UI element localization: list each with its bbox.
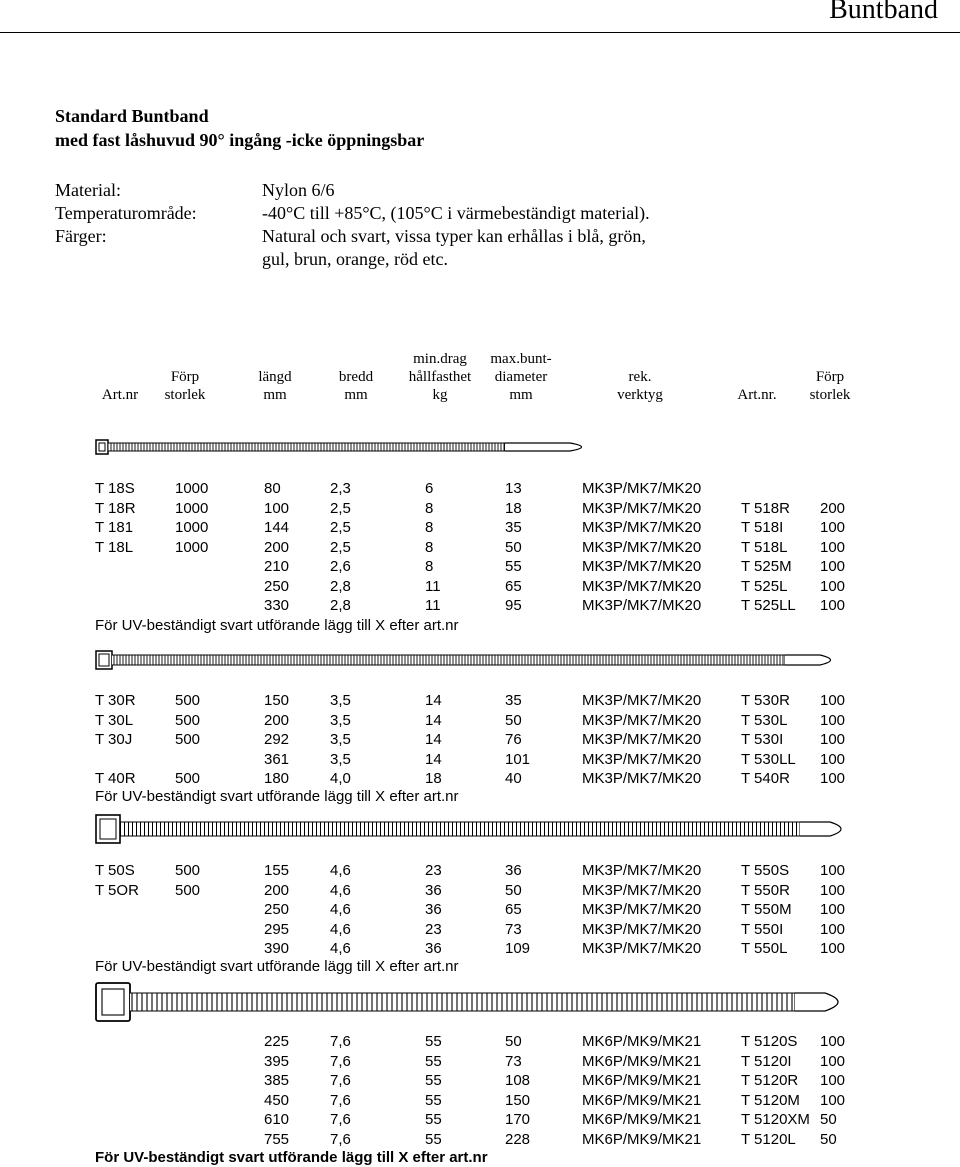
product-table-1: [0, 480, 960, 617]
cell-tool: MK3P/MK7/MK20: [582, 750, 702, 768]
cell-art-nr-2: T 550R: [741, 881, 790, 899]
cell-tool: MK3P/MK7/MK20: [582, 519, 702, 536]
cell-pack-size-2: 100: [820, 1052, 846, 1070]
cell-tensile-strength: 14: [425, 731, 442, 748]
cell-art-nr-2: T 5120L: [741, 1130, 796, 1148]
cell-tool: MK3P/MK7/MK20: [582, 711, 702, 729]
cell-pack-size-2: 100: [820, 597, 846, 614]
cell-bundle-diameter: 108: [505, 1072, 531, 1089]
table-row: [0, 751, 960, 771]
col-header-diameter-3: mm: [509, 387, 533, 403]
cell-tool: MK3P/MK7/MK20: [582, 692, 702, 709]
cell-tool: MK3P/MK7/MK20: [582, 881, 702, 899]
cell-tool: MK3P/MK7/MK20: [582, 770, 702, 787]
cell-width: 4,6: [330, 901, 351, 918]
cell-width: 4,6: [330, 862, 351, 879]
cell-pack-size: 500: [175, 711, 201, 729]
cell-pack-size: 500: [175, 862, 201, 879]
cell-tensile-strength: 23: [425, 920, 442, 938]
cell-tool: MK3P/MK7/MK20: [582, 577, 702, 595]
cell-tensile-strength: 36: [425, 901, 442, 918]
cell-length: 390: [264, 940, 290, 957]
table-row: [0, 1111, 960, 1131]
cell-tool: MK6P/MK9/MK21: [582, 1072, 702, 1089]
cell-length: 755: [264, 1130, 290, 1148]
cell-bundle-diameter: 55: [505, 558, 522, 575]
cell-width: 7,6: [330, 1111, 351, 1128]
table-row: [0, 692, 960, 712]
cell-art-nr: T 181: [95, 519, 134, 536]
cell-tensile-strength: 36: [425, 881, 442, 899]
table-row: [0, 480, 960, 500]
cell-art-nr: T 18R: [95, 499, 136, 517]
table-row: [0, 862, 960, 882]
cell-length: 200: [264, 881, 290, 899]
col-header-tool-2: verktyg: [617, 387, 663, 403]
col-header-diameter-1: max.bunt-: [490, 351, 552, 367]
cell-tensile-strength: 8: [425, 558, 434, 575]
cell-width: 3,5: [330, 692, 351, 709]
cell-width: 2,8: [330, 597, 351, 614]
cell-tool: MK6P/MK9/MK21: [582, 1130, 702, 1148]
cell-bundle-diameter: 50: [505, 1033, 522, 1050]
cell-length: 395: [264, 1052, 290, 1070]
col-header-diameter-2: diameter: [494, 369, 548, 385]
cell-length: 144: [264, 519, 290, 536]
cell-width: 3,5: [330, 711, 351, 729]
cell-length: 361: [264, 750, 290, 768]
col-header-art-2: Art.nr.: [737, 387, 777, 403]
cell-width: 4,0: [330, 770, 351, 787]
cell-tensile-strength: 55: [425, 1033, 442, 1050]
cell-tool: MK6P/MK9/MK21: [582, 1091, 702, 1109]
cell-width: 3,5: [330, 731, 351, 748]
cell-tool: MK3P/MK7/MK20: [582, 558, 702, 575]
cell-pack-size-2: 100: [820, 862, 846, 879]
cell-tool: MK3P/MK7/MK20: [582, 940, 702, 957]
cell-tool: MK6P/MK9/MK21: [582, 1111, 702, 1128]
col-header-force-2: hållfasthet: [408, 369, 472, 385]
cell-length: 200: [264, 538, 290, 556]
cell-pack-size-2: 50: [820, 1130, 837, 1148]
table-row: [0, 712, 960, 732]
cell-pack-size-2: 100: [820, 519, 846, 536]
cell-art-nr-2: T 5120S: [741, 1033, 798, 1050]
cell-pack-size-2: 100: [820, 770, 846, 787]
cell-length: 200: [264, 711, 290, 729]
table-row: [0, 1131, 960, 1151]
cell-art-nr-2: T 525L: [741, 577, 788, 595]
table-row: [0, 597, 960, 617]
cell-length: 385: [264, 1072, 290, 1089]
col-header-pack2-1: Förp: [815, 369, 845, 385]
product-table-2: [0, 692, 960, 790]
table-row: [0, 1033, 960, 1053]
heading-line-2: med fast låshuvud 90° ingång -icke öppningsbar: [55, 130, 425, 150]
col-header-force-1: min.drag: [413, 351, 467, 367]
table-row: [0, 1092, 960, 1112]
cable-tie-small-illustration: [95, 436, 595, 458]
title-divider: [0, 32, 960, 33]
cell-length: 450: [264, 1091, 290, 1109]
cell-tensile-strength: 14: [425, 750, 442, 768]
cell-tool: MK6P/MK9/MK21: [582, 1033, 702, 1050]
cell-art-nr: T 30R: [95, 692, 136, 709]
cell-art-nr-2: T 5120I: [741, 1052, 792, 1070]
col-header-tool-1: rek.: [628, 369, 652, 385]
cell-pack-size-2: 100: [820, 711, 846, 729]
cell-tensile-strength: 6: [425, 480, 434, 497]
cell-tensile-strength: 55: [425, 1072, 442, 1089]
cell-pack-size-2: 200: [820, 499, 846, 517]
cell-bundle-diameter: 50: [505, 711, 522, 729]
page-title: Buntband: [829, 0, 938, 25]
cell-tool: MK3P/MK7/MK20: [582, 901, 702, 918]
cell-tensile-strength: 18: [425, 770, 442, 787]
cell-art-nr-2: T 525LL: [741, 597, 796, 614]
cell-pack-size: 500: [175, 731, 201, 748]
cell-pack-size-2: 50: [820, 1111, 837, 1128]
cell-width: 2,5: [330, 538, 351, 556]
cell-width: 7,6: [330, 1130, 351, 1148]
temperature-label: Temperaturområde:: [55, 203, 197, 223]
cell-pack-size-2: 100: [820, 558, 846, 575]
cable-tie-large-illustration: [95, 812, 855, 846]
cell-length: 295: [264, 920, 290, 938]
cell-bundle-diameter: 36: [505, 862, 522, 879]
cell-tensile-strength: 23: [425, 862, 442, 879]
cell-width: 4,6: [330, 940, 351, 957]
col-header-length-2: mm: [263, 387, 287, 403]
heading-line-1: Standard Buntband: [55, 106, 209, 126]
table-row: [0, 901, 960, 921]
cell-art-nr-2: T 550M: [741, 901, 792, 918]
cell-bundle-diameter: 150: [505, 1091, 531, 1109]
cell-tensile-strength: 55: [425, 1052, 442, 1070]
cell-bundle-diameter: 170: [505, 1111, 531, 1128]
cell-pack-size: 500: [175, 770, 201, 787]
col-header-art: Art.nr: [101, 387, 139, 403]
cell-tensile-strength: 14: [425, 692, 442, 709]
cell-tensile-strength: 8: [425, 538, 434, 556]
cell-pack-size-2: 100: [820, 940, 846, 957]
col-header-force-3: kg: [432, 387, 448, 403]
col-header-pack2-2: storlek: [809, 387, 851, 403]
cell-art-nr-2: T 525M: [741, 558, 792, 575]
temperature-value: -40°C till +85°C, (105°C i värmebeständigt material).: [262, 203, 650, 223]
table-row: [0, 539, 960, 559]
cell-pack-size-2: 100: [820, 731, 846, 748]
cell-tensile-strength: 11: [425, 597, 441, 614]
table-row: [0, 500, 960, 520]
uv-note-3: För UV-beständigt svart utförande lägg till X efter art.nr: [95, 958, 459, 975]
cell-length: 150: [264, 692, 290, 709]
cell-pack-size-2: 100: [820, 750, 846, 768]
cell-bundle-diameter: 95: [505, 597, 522, 614]
cell-pack-size: 500: [175, 692, 201, 709]
cell-length: 80: [264, 480, 281, 497]
cell-art-nr-2: T 5120XM: [741, 1111, 810, 1128]
cell-art-nr: T 30L: [95, 711, 134, 729]
cell-tool: MK6P/MK9/MK21: [582, 1052, 702, 1070]
colors-value-cont: gul, brun, orange, röd etc.: [262, 249, 448, 269]
cell-width: 7,6: [330, 1052, 351, 1070]
cell-bundle-diameter: 35: [505, 692, 522, 709]
table-row: [0, 940, 960, 960]
cell-pack-size-2: 100: [820, 692, 846, 709]
cell-width: 3,5: [330, 750, 351, 768]
cell-pack-size: 1000: [175, 499, 209, 517]
cell-tensile-strength: 11: [425, 577, 441, 595]
cell-length: 250: [264, 901, 290, 918]
cell-tensile-strength: 55: [425, 1111, 442, 1128]
cell-bundle-diameter: 228: [505, 1130, 531, 1148]
cell-tensile-strength: 8: [425, 499, 434, 517]
cell-art-nr: T 40R: [95, 770, 136, 787]
cell-tool: MK3P/MK7/MK20: [582, 538, 702, 556]
uv-note-1: För UV-beständigt svart utförande lägg till X efter art.nr: [95, 617, 459, 634]
cell-bundle-diameter: 35: [505, 519, 522, 536]
cell-tool: MK3P/MK7/MK20: [582, 862, 702, 879]
cell-width: 2,3: [330, 480, 351, 497]
table-row: [0, 1072, 960, 1092]
cell-pack-size-2: 100: [820, 1033, 846, 1050]
cell-tool: MK3P/MK7/MK20: [582, 731, 702, 748]
cell-length: 250: [264, 577, 290, 595]
cell-pack-size-2: 100: [820, 920, 846, 938]
cell-art-nr-2: T 530L: [741, 711, 788, 729]
cell-bundle-diameter: 18: [505, 499, 522, 517]
cell-bundle-diameter: 65: [505, 901, 522, 918]
cell-art-nr-2: T 550I: [741, 920, 784, 938]
cell-length: 610: [264, 1111, 290, 1128]
cell-art-nr-2: T 518R: [741, 499, 790, 517]
cell-bundle-diameter: 65: [505, 577, 522, 595]
cell-tool: MK3P/MK7/MK20: [582, 480, 702, 497]
table-row: [0, 1053, 960, 1073]
cell-width: 2,6: [330, 558, 351, 575]
cell-width: 7,6: [330, 1033, 351, 1050]
cell-length: 210: [264, 558, 290, 575]
cell-pack-size: 500: [175, 881, 201, 899]
cell-tool: MK3P/MK7/MK20: [582, 920, 702, 938]
col-header-pack-2: storlek: [164, 387, 206, 403]
cell-bundle-diameter: 40: [505, 770, 522, 787]
table-row: [0, 731, 960, 751]
cell-art-nr-2: T 530LL: [741, 750, 796, 768]
cell-bundle-diameter: 73: [505, 1052, 522, 1070]
col-header-pack-1: Förp: [170, 369, 200, 385]
cell-art-nr: T 18S: [95, 480, 135, 497]
cell-art-nr-2: T 5120M: [741, 1091, 800, 1109]
table-row: [0, 770, 960, 790]
cell-pack-size-2: 100: [820, 538, 846, 556]
cell-width: 4,6: [330, 881, 351, 899]
cell-tensile-strength: 55: [425, 1091, 442, 1109]
material-value: Nylon 6/6: [262, 180, 335, 200]
cell-width: 2,5: [330, 519, 351, 536]
cell-width: 7,6: [330, 1072, 351, 1089]
cell-art-nr: T 30J: [95, 731, 133, 748]
cell-width: 2,5: [330, 499, 351, 517]
col-header-width-2: mm: [344, 387, 368, 403]
cell-length: 330: [264, 597, 290, 614]
table-row: [0, 882, 960, 902]
cell-length: 155: [264, 862, 290, 879]
cell-tool: MK3P/MK7/MK20: [582, 499, 702, 517]
table-row: [0, 921, 960, 941]
cell-length: 100: [264, 499, 290, 517]
colors-label: Färger:: [55, 226, 107, 246]
product-table-3: [0, 862, 960, 960]
col-header-width-1: bredd: [338, 369, 374, 385]
cell-tensile-strength: 8: [425, 519, 434, 536]
cell-art-nr: T 50S: [95, 862, 135, 879]
cell-tool: MK3P/MK7/MK20: [582, 597, 702, 614]
cell-art-nr-2: T 518I: [741, 519, 784, 536]
cell-bundle-diameter: 109: [505, 940, 531, 957]
table-row: [0, 578, 960, 598]
cell-width: 4,6: [330, 920, 351, 938]
cell-art-nr-2: T 530I: [741, 731, 784, 748]
cell-art-nr-2: T 540R: [741, 770, 790, 787]
uv-note-4: För UV-beständigt svart utförande lägg till X efter art.nr: [95, 1149, 488, 1166]
colors-value: Natural och svart, vissa typer kan erhållas i blå, grön,: [262, 226, 646, 246]
material-label: Material:: [55, 180, 121, 200]
cell-width: 7,6: [330, 1091, 351, 1109]
cell-length: 180: [264, 770, 290, 787]
cell-bundle-diameter: 13: [505, 480, 522, 497]
cell-length: 292: [264, 731, 290, 748]
cell-bundle-diameter: 50: [505, 881, 522, 899]
cell-pack-size: 1000: [175, 480, 209, 497]
cell-art-nr-2: T 550S: [741, 862, 790, 879]
cell-pack-size-2: 100: [820, 577, 846, 595]
product-table-4: [0, 1033, 960, 1150]
cell-pack-size-2: 100: [820, 1091, 846, 1109]
cell-bundle-diameter: 73: [505, 920, 522, 938]
cell-bundle-diameter: 50: [505, 538, 522, 556]
cell-art-nr-2: T 518L: [741, 538, 788, 556]
cell-art-nr: T 18L: [95, 538, 134, 556]
cable-tie-heavy-illustration: [95, 980, 855, 1024]
cell-pack-size-2: 100: [820, 1072, 846, 1089]
cell-bundle-diameter: 101: [505, 750, 531, 768]
uv-note-2: För UV-beständigt svart utförande lägg till X efter art.nr: [95, 788, 459, 805]
table-row: [0, 558, 960, 578]
col-header-length-1: längd: [258, 369, 292, 385]
cell-art-nr: T 5OR: [95, 881, 139, 899]
cell-art-nr-2: T 5120R: [741, 1072, 799, 1089]
cell-tensile-strength: 55: [425, 1130, 442, 1148]
table-row: [0, 519, 960, 539]
cell-art-nr-2: T 550L: [741, 940, 788, 957]
cell-length: 225: [264, 1033, 290, 1050]
cable-tie-medium-illustration: [95, 648, 845, 672]
cell-pack-size: 1000: [175, 538, 209, 556]
cell-art-nr-2: T 530R: [741, 692, 790, 709]
cell-tensile-strength: 14: [425, 711, 442, 729]
cell-pack-size-2: 100: [820, 901, 846, 918]
cell-bundle-diameter: 76: [505, 731, 522, 748]
cell-width: 2,8: [330, 577, 351, 595]
cell-pack-size-2: 100: [820, 881, 846, 899]
cell-tensile-strength: 36: [425, 940, 442, 957]
cell-pack-size: 1000: [175, 519, 209, 536]
